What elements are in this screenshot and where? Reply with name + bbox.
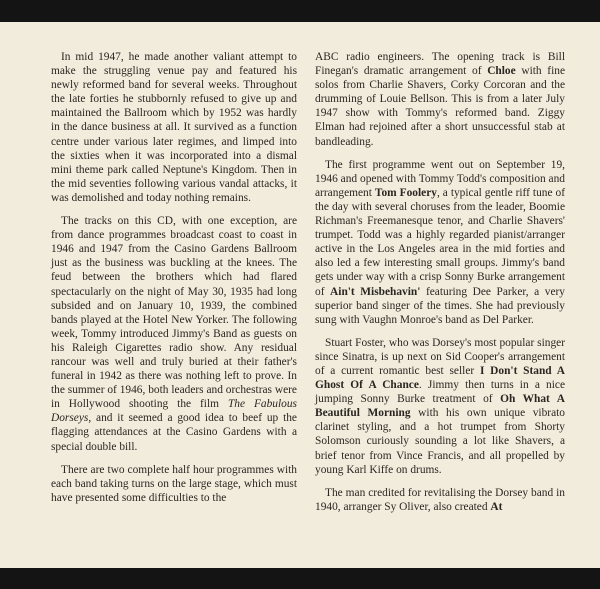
track-title: I Don't Stand A Ghost Of A Chance [315,364,565,392]
film-title: The Fabulous Dorseys [51,398,297,425]
paragraph-text: . Jimmy then turns in a nice jumping Sonny Burke treatment of [315,379,566,406]
top-border-bar [0,0,600,22]
track-title: Chloe [487,65,516,78]
paragraph [315,158,565,327]
track-title: Ain't Misbehavin' [330,285,421,298]
paragraph-text: The first programme went out on September 19, 1946 and opened with Tommy Todd's composition and arrangement [315,158,565,199]
paragraph-text: In mid 1947, he made another valiant attempt to make the struggling venue pay and featured his newly reformed band for several weeks. Throughout the late forties he stubbornly refused to give up and maintained the Ballroom which by 1952 was hardly in the dance business at all. It survived as a function centre under various later regimes, and limped into the sixties when it was incorporated into a dismal mini theme park called Neptune's Kingdom. Then in the mid seventies following various vandal attacks, it was demolished and today nothing remains. [51,51,297,204]
track-title: Tom Foolery [374,186,437,199]
paragraph-text: with his own unique vibrato clarinet styling, and a hot trumpet from Shorty Solomson curiously sounding a lot like Shavers, a brief tenor from Vince Francis, and all propelled by young Karl Kiffe on drums. [315,407,565,476]
left-text-column [51,50,297,514]
paragraph [315,486,565,514]
right-text-column [315,50,565,523]
paragraph-text: There are two complete half hour programmes with each band taking turns on the large stage, which must have presented some difficulties to the [51,463,297,504]
paragraph-text: Stuart Foster, who was Dorsey's most popular singer since Sinatra, is up next on Sid Cooper's arrangement of a current romantic best seller [315,336,565,377]
paragraph-text: , and it seemed a good idea to beef up the flagging attendances at the Casino Gardens with a special double bill. [51,412,297,453]
track-title: Oh What A Beautiful Morning [315,393,565,420]
paragraph [51,50,297,205]
paragraph [51,214,297,454]
paragraph-text: , a typical gentle riff tune of the day with several choruses from the leader, Boomie Richman's Freemanesque tenor, and Charlie Shavers' trumpet. Todd was a highly regarded pianist/arranger active in the Los Angeles area in the mid forties and also led a few interesting small groups. Jimmy's band gets under way with a crisp Sonny Burke arrangement of [315,186,565,298]
paragraph-text: with fine solos from Charlie Shavers, Corky Corcoran and the drumming of Louie Bellson. This is from a later July 1947 show with Tommy's reformed band. Ziggy Elman had rejoined after a short unsuccessful stab at bandleading. [315,65,566,148]
paragraph [51,463,297,505]
paragraph [315,50,565,149]
bottom-border-bar [0,568,600,589]
paragraph-text: The tracks on this CD, with one exception, are from dance programmes broadcast coast to coast in 1946 and 1947 from the Casino Gardens Ballroom just as the business was buckling at the knees. The feud between the brothers which had flared spectacularly on the night of May 30, 1935 had long subsided and on January 10, 1939, the combined bands played at the Hotel New Yorker. The following week, Tommy introduced Jimmy's Band as guests on his Raleigh Cigarettes radio show. Any residual rancour was well and truly buried at their father's funeral in 1942 as there was nothing left to prove. In the summer of 1946, both leaders and orchestras were in Hollywood shooting the film [51,215,297,411]
paragraph-text: featuring Dee Parker, a very superior band singer of the times. She had previously sung with Vaughn Monroe's band as Del Parker. [315,285,565,326]
track-title: At [490,500,503,513]
paragraph-text: ABC radio engineers. The opening track is Bill Finegan's dramatic arrangement of [315,51,565,78]
paragraph [315,336,565,477]
paragraph-text: The man credited for revitalising the Dorsey band in 1940, arranger Sy Oliver, also created [315,486,565,513]
